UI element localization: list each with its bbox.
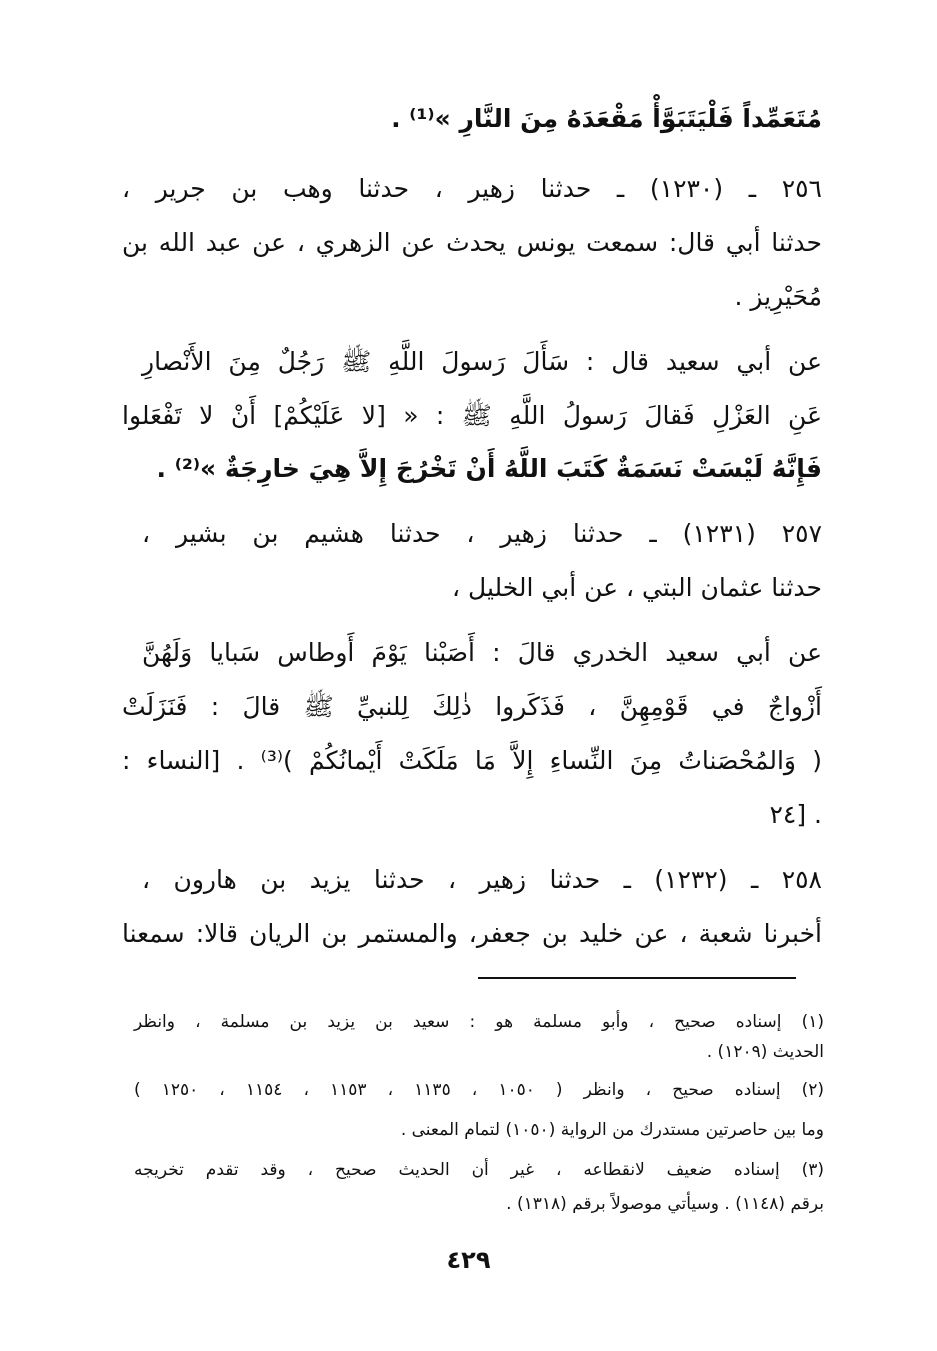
text-line-15: أخبرنا شعبة ، عن خليد بن جعفر، والمستمر بن الريان قالا: سمعنا <box>122 919 822 948</box>
footnote-1-line-2: الحديث (١٢٠٩) . <box>706 1042 824 1062</box>
text-line-12: ( وَالمُحْصَناتُ مِنَ النِّساءِ إِلاَّ مَا مَلَكَتْ أَيْمانُكُمْ )⁽³⁾ . [النساء : <box>122 746 822 775</box>
footnote-3-line-2: برقم (١١٤٨) . وسيأتي موصولاً برقم (١٣١٨) . <box>506 1194 824 1214</box>
text-line-7: فَإِنَّهُ لَيْسَتْ نَسَمَةٌ كَتَبَ اللَّهُ أَنْ تَخْرُجَ إِلاَّ هِيَ خارِجَةٌ »⁽²⁾ . <box>156 454 822 483</box>
text-line-11: أَزْواجٌ في قَوْمِهِنَّ ، فَذَكَروا ذٰلِكَ لِلنبيِّ ﷺ قالَ : فَنَزَلَتْ <box>122 692 822 721</box>
footnote-2-line-1: (٢) إسناده صحيح ، وانظر ( ١٠٥٠ ، ١١٣٥ ، ١١٥٣ ، ١١٥٤ ، ١٢٥٠ ) <box>134 1080 825 1100</box>
text-line-3: حدثنا أبي قال: سمعت يونس يحدث عن الزهري ، عن عبد الله بن <box>122 228 822 257</box>
text-line-6: عَنِ العَزْلِ فَقالَ رَسولُ اللَّهِ ﷺ : « [لا عَلَيْكُمْ] أَنْ لا تَفْعَلوا <box>122 401 822 430</box>
text-line-5: عن أبي سعيد قال : سَأَلَ رَسولَ اللَّهِ ﷺ رَجُلٌ مِنَ الأَنْصارِ <box>142 347 822 376</box>
text-line-1: مُتَعَمِّداً فَلْيَتَبَوَّأْ مَقْعَدَهُ مِنَ النَّارِ »⁽¹⁾ . <box>391 104 822 133</box>
text-line-13: ٢٤] . <box>769 800 822 829</box>
hadith-257-header: ٢٥٧ (١٢٣١) ـ حدثنا زهير ، حدثنا هشيم بن بشير ، <box>142 519 823 548</box>
page-number: ٤٢٩ <box>446 1246 491 1274</box>
text-line-4: مُحَيْرِيز . <box>734 282 822 311</box>
footnote-3-line-1: (٣) إسناده ضعيف لانقطاعه ، غير أن الحديث صحيح ، وقد تقدم تخريجه <box>134 1160 824 1180</box>
text-line-10: عن أبي سعيد الخدري قالَ : أَصَبْنا يَوْمَ أَوطاس سَبايا وَلَهُنَّ <box>142 638 822 667</box>
hadith-256-header: ٢٥٦ ـ (١٢٣٠) ـ حدثنا زهير ، حدثنا وهب بن جرير ، <box>122 174 822 203</box>
hadith-258-header: ٢٥٨ ـ (١٢٣٢) ـ حدثنا زهير ، حدثنا يزيد بن هارون ، <box>142 865 822 894</box>
footnote-1-line-1: (١) إسناده صحيح ، وأبو مسلمة هو : سعيد بن يزيد بن مسلمة ، وانظر <box>134 1012 824 1032</box>
text-line-9: حدثنا عثمان البتي ، عن أبي الخليل ، <box>452 573 822 602</box>
footnote-2-line-2: وما بين حاصرتين مستدرك من الرواية (١٠٥٠) لتمام المعنى . <box>400 1120 824 1140</box>
footnote-divider <box>478 977 796 979</box>
